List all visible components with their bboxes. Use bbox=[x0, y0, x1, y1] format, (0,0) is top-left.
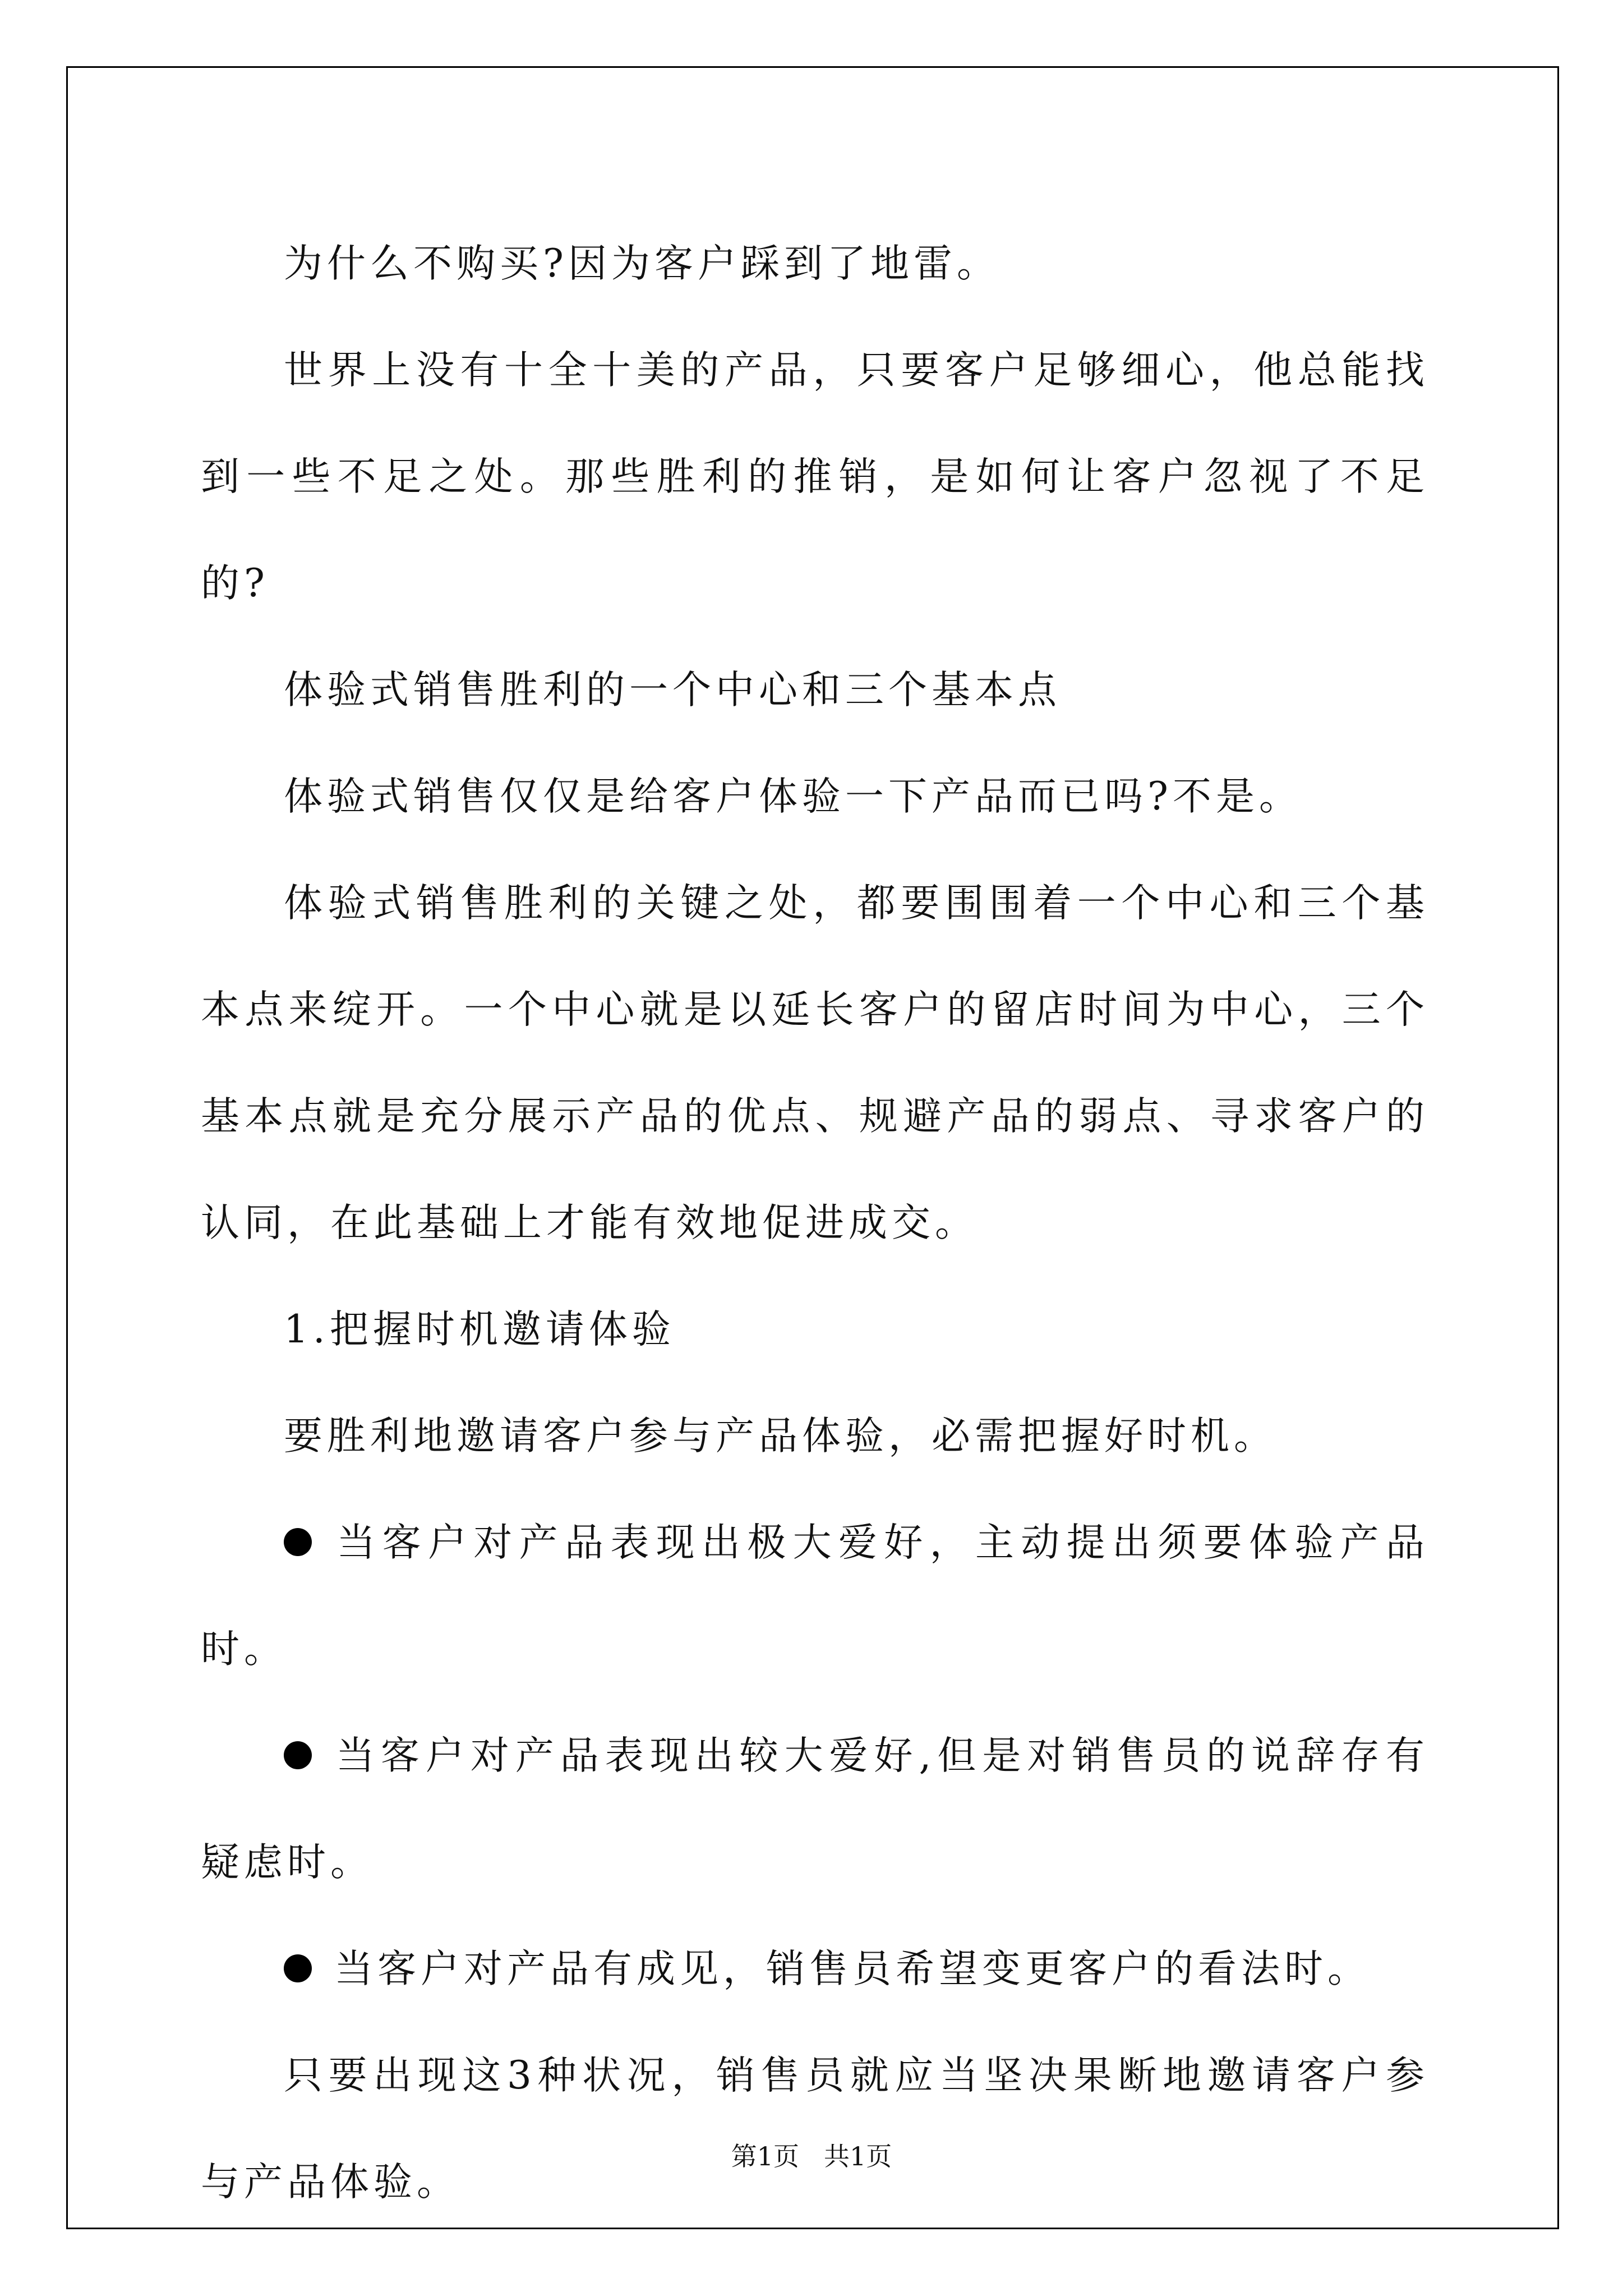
bullet-item bbox=[201, 1916, 1429, 2022]
bullet-item bbox=[201, 1703, 1429, 1916]
paragraph: 只要出现这3种状况，销售员就应当坚决果断地邀请客户参与产品体验。 bbox=[201, 2053, 1429, 2205]
bullet-icon bbox=[284, 1954, 312, 1982]
page-number: 第1页 bbox=[731, 2141, 799, 2171]
paragraph: 体验式销售仅仅是给客户体验一下产品而已吗?不是。 bbox=[284, 774, 1302, 819]
bullet-icon bbox=[284, 1528, 312, 1556]
paragraph: 世界上没有十全十美的产品，只要客户足够细心，他总能找到一些不足之处。那些胜利的推销，是如何让客户忽视了不足的? bbox=[201, 348, 1429, 606]
paragraph: 为什么不购买?因为客户踩到了地雷。 bbox=[284, 241, 1000, 286]
section-heading: 体验式销售胜利的一个中心和三个基本点 bbox=[284, 668, 1061, 712]
bullet-item bbox=[201, 1489, 1429, 1703]
bullet-icon bbox=[284, 1741, 312, 1769]
bullet-text: 当客户对产品表现出极大爱好，主动提出须要体验产品时。 bbox=[201, 1520, 1429, 1672]
bullet-text: 当客户对产品有成见，销售员希望变更客户的看法时。 bbox=[334, 1947, 1371, 1991]
page-total: 共1页 bbox=[824, 2141, 892, 2171]
paragraph: 体验式销售胜利的关键之处，都要围围着一个中心和三个基本点来绽开。一个中心就是以延长客户的留店时间为中心，三个基本点就是充分展示产品的优点、规避产品的弱点、寻求客户的认同，在此基础上才能有效地促进成交。 bbox=[201, 881, 1429, 1245]
document-body bbox=[201, 210, 1429, 2235]
subsection-heading: 1.把握时机邀请体验 bbox=[284, 1307, 675, 1352]
paragraph: 要胜利地邀请客户参与产品体验，必需把握好时机。 bbox=[284, 1414, 1277, 1458]
page-footer bbox=[0, 2136, 1623, 2173]
bullet-text: 当客户对产品表现出较大爱好,但是对销售员的说辞存有疑虑时。 bbox=[201, 1733, 1429, 1885]
